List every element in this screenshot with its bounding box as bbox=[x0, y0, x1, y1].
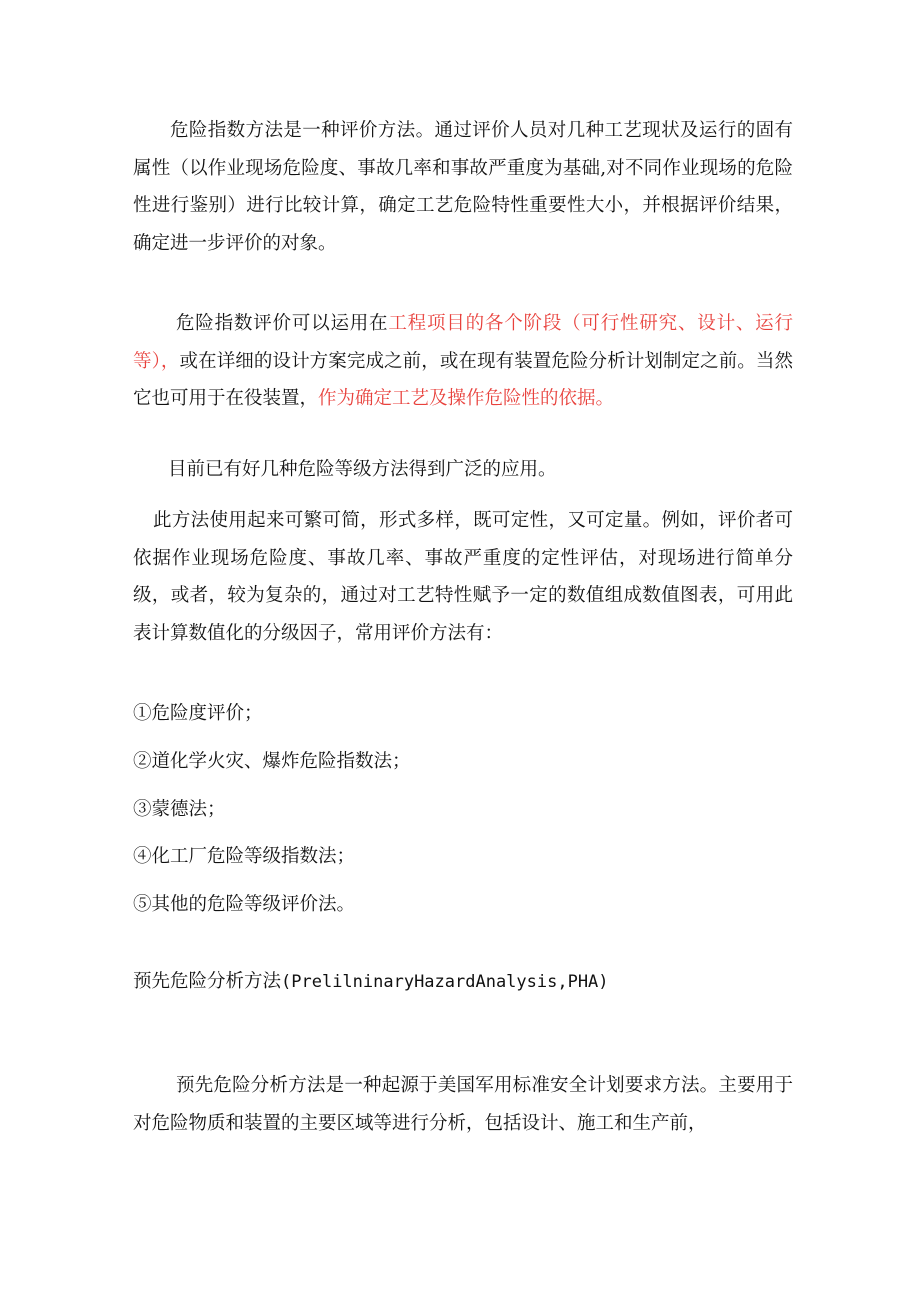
paragraph-pha-intro: 预先危险分析方法是一种起源于美国军用标准安全计划要求方法。主要用于对危险物质和装置的主要区域等进行分析，包括设计、施工和生产前， bbox=[133, 1075, 793, 1134]
list-item: ①危险度评价； bbox=[133, 703, 263, 724]
heading-en: (PrelilninaryHazardAnalysis,PHA) bbox=[281, 972, 609, 992]
list-item: ④化工厂危险等级指数法； bbox=[133, 846, 356, 867]
paragraph-text: 危险指数评价可以运用在 bbox=[176, 313, 389, 334]
paragraph-text: 或在详细的设计方案完成之前，或在现有装置危险分析计划制定之前。当然它也可用于在役装置， bbox=[133, 350, 793, 409]
list-item: ⑤其他的危险等级评价法。 bbox=[133, 894, 356, 915]
paragraph-hazard-index-application bbox=[133, 305, 793, 418]
section-heading-pha bbox=[133, 963, 793, 1002]
paragraph-hazard-index-intro: 危险指数方法是一种评价方法。通过评价人员对几种工艺现状及运行的固有属性（以作业现场危险度、事故几率和事故严重度为基础,对不同作业现场的危险性进行鉴别）进行比较计算，确定工艺危险特性重要性大小，并根据评价结果，确定进一步评价的对象。 bbox=[133, 120, 793, 254]
highlighted-text: 作为确定工艺及操作危险性的依据。 bbox=[318, 388, 615, 409]
heading-cn: 预先危险分析方法 bbox=[133, 971, 282, 992]
paragraph-method-usage: 此方法使用起来可繁可简，形式多样，既可定性，又可定量。例如，评价者可依据作业现场危险度、事故几率、事故严重度的定性评估，对现场进行简单分级，或者，较为复杂的，通过对工艺特性赋予一定的数值组成数值图表，可用此表计算数值化的分级因子，常用评价方法有： bbox=[133, 510, 793, 644]
paragraph-methods-available: 目前已有好几种危险等级方法得到广泛的应用。 bbox=[168, 459, 557, 480]
list-item: ②道化学火灾、爆炸危险指数法； bbox=[133, 751, 411, 772]
highlighted-text: 工程项目的各个阶段（可行性研究、设计、运行等）， bbox=[133, 313, 793, 372]
list-item: ③蒙德法； bbox=[133, 799, 226, 820]
